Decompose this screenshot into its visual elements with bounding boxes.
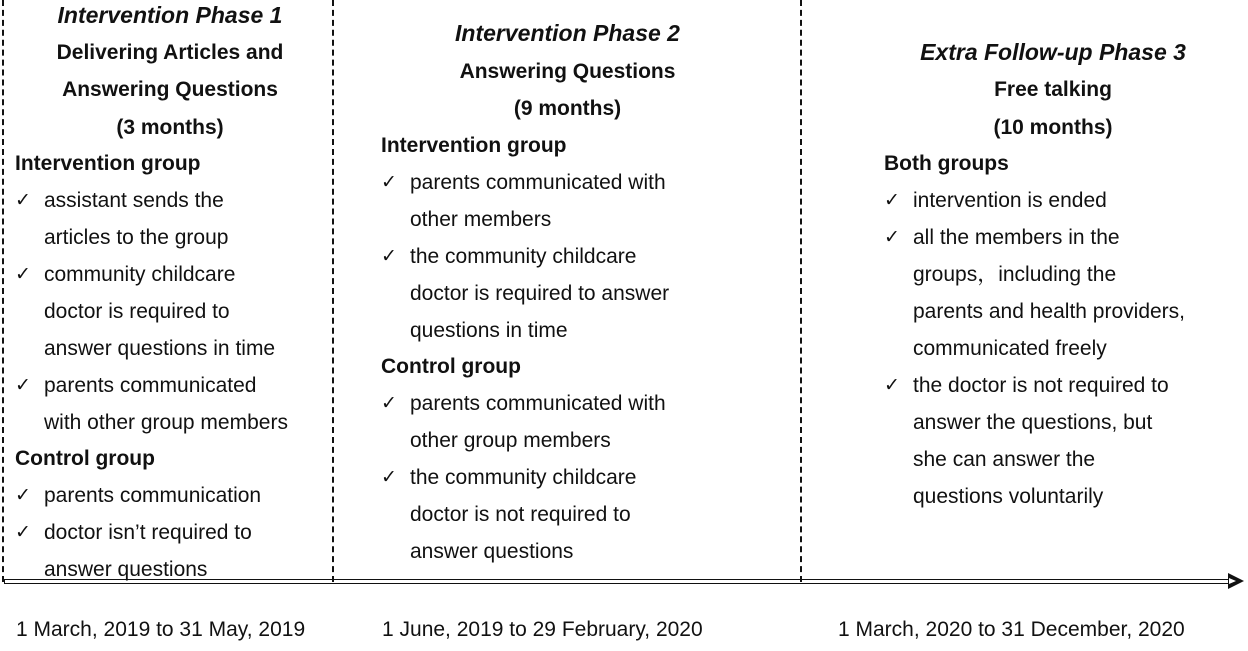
item-line: parents communicated with [410,392,666,415]
item-line: assistant sends the [44,189,224,212]
phase-3-duration: (10 months) [993,116,1113,139]
phase-divider-2 [800,0,802,582]
item-line: questions in time [410,319,568,342]
item-line: parents and health providers, [913,300,1186,323]
checkmark-icon: ✓ [884,375,900,396]
phase-3-subtitle-line: Free talking [994,78,1112,101]
item-line: answer questions [410,540,574,563]
phase-1-subtitle-line: Delivering Articles and [56,41,284,64]
checkmark-icon: ✓ [381,393,397,414]
item-line: with other group members [44,411,288,434]
item-line: questions voluntarily [913,485,1104,508]
phase-1-subtitle-line: Answering Questions [62,78,278,101]
item-line: parents communicated with [410,171,666,194]
checkmark-icon: ✓ [15,264,31,285]
checkmark-icon: ✓ [15,190,31,211]
item-line: doctor is required to answer [410,282,670,305]
checkmark-icon: ✓ [884,227,900,248]
item-line: groups，including the [913,263,1117,286]
checkmark-icon: ✓ [15,375,31,396]
phase-1-date-range: 1 March, 2019 to 31 May, 2019 [16,618,306,641]
item-line: the community childcare [410,245,637,268]
phase-2-date-range: 1 June, 2019 to 29 February, 2020 [382,618,703,641]
item-line: other members [410,208,552,231]
phase-3-both-groups-heading: Both groups [884,152,1009,175]
checkmark-icon: ✓ [381,172,397,193]
item-line: the doctor is not required to [913,374,1169,397]
item-line: parents communicated [44,374,257,397]
item-line: answer questions [44,558,208,581]
phase-3-date-range: 1 March, 2020 to 31 December, 2020 [838,618,1185,641]
item-line: articles to the group [44,226,229,249]
item-line: doctor is not required to [410,503,631,526]
phase-2-intervention-group-heading: Intervention group [381,134,567,157]
checkmark-icon: ✓ [884,190,900,211]
phase-1-control-group-heading: Control group [15,447,155,470]
item-line: parents communication [44,484,262,507]
item-line: answer questions in time [44,337,276,360]
item-line: all the members in the [913,226,1120,249]
checkmark-icon: ✓ [381,246,397,267]
item-line: intervention is ended [913,189,1107,212]
item-line: the community childcare [410,466,637,489]
checkmark-icon: ✓ [15,522,31,543]
phase-2-title: Intervention Phase 2 [455,20,680,46]
timeline-arrowhead-inner [1229,578,1236,584]
item-line: community childcare [44,263,236,286]
phase-2-subtitle-line: Answering Questions [459,60,676,83]
item-line: she can answer the [913,448,1096,471]
item-line: other group members [410,429,611,452]
phase-3-title: Extra Follow-up Phase 3 [920,39,1186,65]
phase-2-duration: (9 months) [513,97,622,120]
phase-1-intervention-group-heading: Intervention group [15,152,201,175]
phase-2-control-group-heading: Control group [381,355,521,378]
phase-1-title: Intervention Phase 1 [57,2,283,28]
checkmark-icon: ✓ [15,485,31,506]
item-line: answer the questions, but [913,411,1153,434]
phase-1-duration: (3 months) [116,116,224,139]
checkmark-icon: ✓ [381,467,397,488]
item-line: doctor isn’t required to [44,521,252,544]
item-line: communicated freely [913,337,1107,360]
item-line: doctor is required to [44,300,230,323]
